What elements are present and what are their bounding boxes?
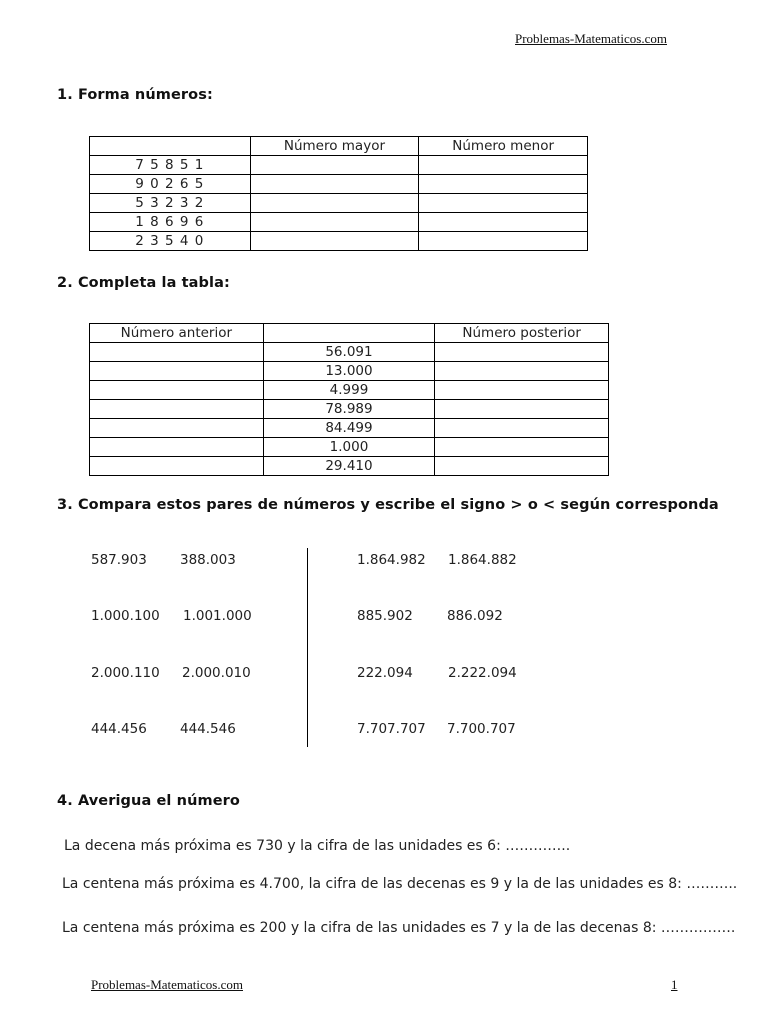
table-row	[90, 381, 609, 400]
answer-cell[interactable]	[90, 419, 264, 438]
table-row	[90, 194, 588, 213]
section-4-title: 4. Averigua el número	[57, 793, 240, 809]
number-cell: 1.000	[263, 438, 435, 457]
number-cell: 56.091	[263, 343, 435, 362]
column-divider	[307, 548, 308, 747]
number-cell: 4.999	[263, 381, 435, 400]
table-row	[90, 419, 609, 438]
digits-cell: 7 5 8 5 1	[90, 156, 251, 175]
answer-cell[interactable]	[90, 362, 264, 381]
table-header-row	[90, 324, 609, 343]
table-row	[90, 400, 609, 419]
answer-cell[interactable]	[435, 362, 609, 381]
column-header-number-greater: Número mayor	[250, 137, 419, 156]
page-number: 1	[671, 977, 678, 992]
number-cell: 29.410	[263, 457, 435, 476]
riddle-sentence: La centena más próxima es 200 y la cifra de las unidades es 7 y la de las decenas 8: …………….	[62, 920, 736, 936]
table-header-row	[90, 137, 588, 156]
answer-cell[interactable]	[90, 400, 264, 419]
answer-cell[interactable]	[250, 156, 419, 175]
compare-number: 2.222.094	[448, 665, 517, 681]
answer-cell[interactable]	[435, 457, 609, 476]
column-header	[263, 324, 435, 343]
compare-number: 886.092	[447, 608, 503, 624]
table-row	[90, 343, 609, 362]
answer-cell[interactable]	[435, 381, 609, 400]
compare-number: 1.864.882	[448, 552, 517, 568]
answer-cell[interactable]	[419, 194, 588, 213]
section-3-title: 3. Compara estos pares de números y escribe el signo > o < según corresponda	[57, 497, 719, 513]
digits-cell: 5 3 2 3 2	[90, 194, 251, 213]
compare-number: 222.094	[357, 665, 413, 681]
column-header-next-number: Número posterior	[435, 324, 609, 343]
answer-cell[interactable]	[90, 343, 264, 362]
table-row	[90, 438, 609, 457]
compare-number: 388.003	[180, 552, 236, 568]
answer-cell[interactable]	[419, 175, 588, 194]
answer-cell[interactable]	[250, 194, 419, 213]
answer-cell[interactable]	[250, 213, 419, 232]
compare-number: 7.700.707	[447, 721, 516, 737]
compare-number: 1.864.982	[357, 552, 426, 568]
form-numbers-table	[89, 136, 588, 251]
answer-cell[interactable]	[419, 213, 588, 232]
compare-number: 7.707.707	[357, 721, 426, 737]
compare-number: 587.903	[91, 552, 147, 568]
section-1-title: 1. Forma números:	[57, 87, 213, 103]
table-row	[90, 362, 609, 381]
answer-cell[interactable]	[419, 156, 588, 175]
table-row	[90, 175, 588, 194]
answer-cell[interactable]	[250, 232, 419, 251]
compare-number: 2.000.110	[91, 665, 160, 681]
digits-cell: 9 0 2 6 5	[90, 175, 251, 194]
answer-cell[interactable]	[435, 438, 609, 457]
riddle-sentence: La decena más próxima es 730 y la cifra de las unidades es 6: …………..	[64, 838, 571, 854]
answer-cell[interactable]	[435, 343, 609, 362]
section-2-title: 2. Completa la tabla:	[57, 275, 230, 291]
compare-number: 1.000.100	[91, 608, 160, 624]
riddle-sentence: La centena más próxima es 4.700, la cifra de las decenas es 9 y la de las unidades es 8: ………..	[62, 876, 738, 892]
number-cell: 13.000	[263, 362, 435, 381]
digits-cell: 1 8 6 9 6	[90, 213, 251, 232]
answer-cell[interactable]	[90, 457, 264, 476]
column-header-number-smaller: Número menor	[419, 137, 588, 156]
answer-cell[interactable]	[419, 232, 588, 251]
digits-cell: 2 3 5 4 0	[90, 232, 251, 251]
compare-number: 2.000.010	[182, 665, 251, 681]
table-row	[90, 457, 609, 476]
number-cell: 84.499	[263, 419, 435, 438]
answer-cell[interactable]	[90, 381, 264, 400]
answer-cell[interactable]	[435, 419, 609, 438]
table-row	[90, 213, 588, 232]
column-header	[90, 137, 251, 156]
answer-cell[interactable]	[435, 400, 609, 419]
compare-number: 444.546	[180, 721, 236, 737]
header-site-link[interactable]: Problemas-Matematicos.com	[515, 31, 667, 46]
compare-number: 1.001.000	[183, 608, 252, 624]
complete-table	[89, 323, 609, 476]
number-cell: 78.989	[263, 400, 435, 419]
table-row	[90, 232, 588, 251]
compare-number: 444.456	[91, 721, 147, 737]
column-header-previous-number: Número anterior	[90, 324, 264, 343]
answer-cell[interactable]	[250, 175, 419, 194]
table-row	[90, 156, 588, 175]
answer-cell[interactable]	[90, 438, 264, 457]
footer-site-link[interactable]: Problemas-Matematicos.com	[91, 977, 243, 992]
compare-number: 885.902	[357, 608, 413, 624]
